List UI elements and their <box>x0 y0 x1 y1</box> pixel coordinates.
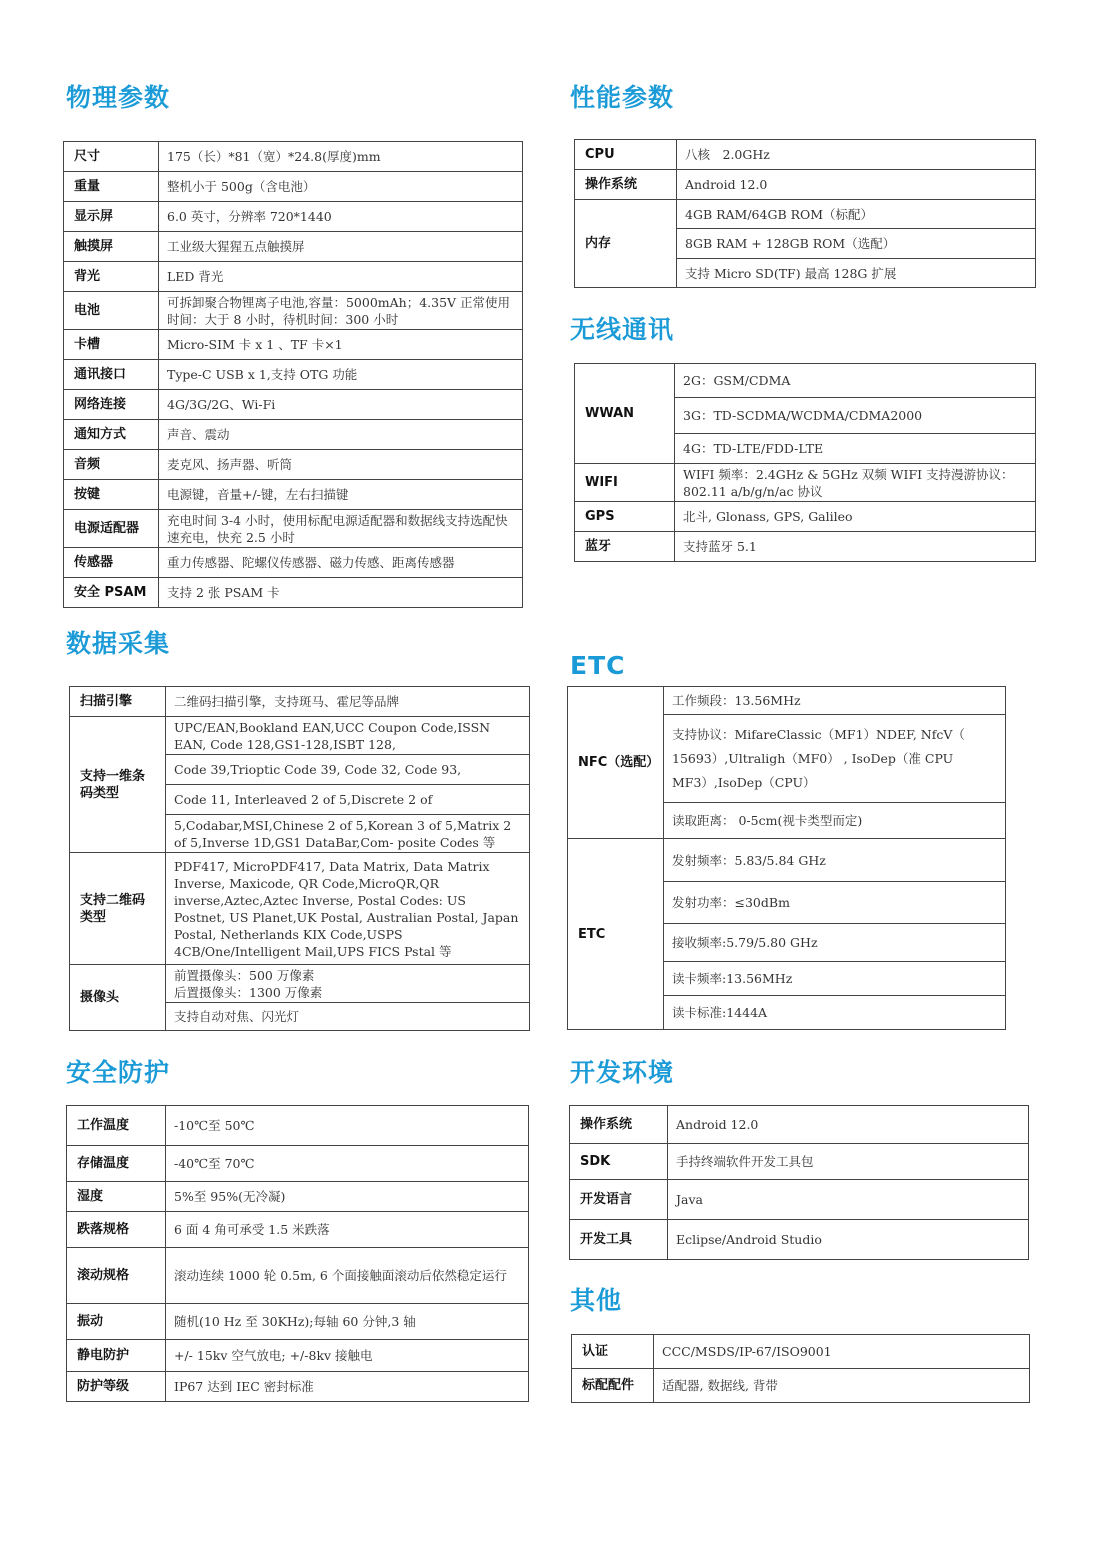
spec-row <box>64 262 523 292</box>
wireless-spec-table <box>574 363 1036 562</box>
spec-row <box>70 687 530 717</box>
spec-row <box>67 1106 529 1146</box>
spec-key: 背光 <box>64 262 159 292</box>
performance-spec-table <box>574 139 1036 288</box>
spec-value: WIFI 频率：2.4GHz & 5GHz 双频 WIFI 支持漫游协议：802.11 a/b/g/n/ac 协议 <box>675 464 1036 502</box>
section-title-etc: ETC <box>570 651 626 680</box>
spec-row <box>64 390 523 420</box>
spec-row <box>572 1369 1030 1403</box>
spec-value: 读卡标准:1444A <box>664 996 1006 1030</box>
spec-value: 重力传感器、陀螺仪传感器、磁力传感、距离传感器 <box>159 548 523 578</box>
spec-value: 3G：TD-SCDMA/WCDMA/CDMA2000 <box>675 398 1036 434</box>
spec-row <box>570 1180 1029 1220</box>
spec-key: 电源适配器 <box>64 510 159 548</box>
spec-value: 北斗, Glonass, GPS, Galileo <box>675 502 1036 532</box>
section-title-data-capture: 数据采集 <box>66 629 171 658</box>
spec-key: 扫描引擎 <box>70 687 166 717</box>
spec-row <box>64 578 523 608</box>
spec-row <box>64 450 523 480</box>
spec-key: 标配配件 <box>572 1369 654 1403</box>
section-title-dev: 开发环境 <box>570 1058 675 1087</box>
spec-row <box>64 142 523 172</box>
spec-row <box>575 532 1036 562</box>
spec-value: 八核 2.0GHz <box>677 140 1036 170</box>
camera-rear-text: 后置摄像头：1300 万像素 <box>174 984 323 1000</box>
spec-value: 电源键，音量+/-键，左右扫描键 <box>159 480 523 510</box>
spec-value: 发射功率：≤30dBm <box>664 882 1006 924</box>
spec-row <box>64 420 523 450</box>
spec-key: 开发语言 <box>570 1180 668 1220</box>
spec-row <box>64 548 523 578</box>
spec-value: Micro-SIM 卡 x 1 、TF 卡×1 <box>159 330 523 360</box>
spec-value: 6.0 英寸，分辨率 720*1440 <box>159 202 523 232</box>
spec-row <box>67 1212 529 1248</box>
spec-value: 手持终端软件开发工具包 <box>668 1144 1029 1180</box>
other-spec-table <box>571 1334 1030 1403</box>
spec-value: 4G/3G/2G、Wi-Fi <box>159 390 523 420</box>
spec-value: LED 背光 <box>159 262 523 292</box>
spec-key: 支持二维码类型 <box>70 853 166 965</box>
spec-value: 工作频段：13.56MHz <box>664 687 1006 715</box>
spec-value: 适配器, 数据线, 背带 <box>654 1369 1030 1403</box>
spec-row <box>67 1248 529 1304</box>
spec-value: Android 12.0 <box>668 1106 1029 1144</box>
spec-value: -40℃至 70℃ <box>166 1146 529 1182</box>
spec-value: 2G：GSM/CDMA <box>675 364 1036 398</box>
spec-row <box>575 502 1036 532</box>
spec-row <box>64 330 523 360</box>
spec-key: 内存 <box>575 200 677 288</box>
spec-key: 触摸屏 <box>64 232 159 262</box>
spec-row <box>67 1146 529 1182</box>
spec-key: 传感器 <box>64 548 159 578</box>
section-title-wireless: 无线通讯 <box>570 315 675 344</box>
spec-row <box>67 1340 529 1372</box>
spec-value: Type-C USB x 1,支持 OTG 功能 <box>159 360 523 390</box>
section-title-safety: 安全防护 <box>66 1058 171 1087</box>
spec-key: 卡槽 <box>64 330 159 360</box>
spec-value: +/- 15kv 空气放电; +/-8kv 接触电 <box>166 1340 529 1372</box>
spec-row <box>570 1220 1029 1260</box>
spec-value: Code 11, Interleaved 2 of 5,Discrete 2 of <box>166 785 530 815</box>
spec-row <box>70 965 530 1003</box>
spec-key: 工作温度 <box>67 1106 166 1146</box>
spec-key: 尺寸 <box>64 142 159 172</box>
spec-row <box>67 1182 529 1212</box>
data-capture-spec-table <box>69 686 530 1031</box>
spec-key: 蓝牙 <box>575 532 675 562</box>
spec-row <box>572 1335 1030 1369</box>
spec-row <box>575 464 1036 502</box>
spec-value: 整机小于 500g（含电池） <box>159 172 523 202</box>
spec-key: SDK <box>570 1144 668 1180</box>
spec-value: -10℃至 50℃ <box>166 1106 529 1146</box>
spec-key: 滚动规格 <box>67 1248 166 1304</box>
spec-value: 支持协议：MifareClassic（MF1）NDEF, NfcV（ 15693）,Ultraligh（MF0） , IsoDep（准 CPU MF3）,IsoDep（CPU） <box>664 715 1006 803</box>
spec-key: WWAN <box>575 364 675 464</box>
spec-row <box>64 292 523 330</box>
spec-value: 二维码扫描引擎，支持斑马、霍尼等品牌 <box>166 687 530 717</box>
spec-key: NFC（选配） <box>568 687 664 839</box>
spec-key: 按键 <box>64 480 159 510</box>
spec-key: 操作系统 <box>570 1106 668 1144</box>
spec-value: 随机(10 Hz 至 30KHz);每轴 60 分钟,3 轴 <box>166 1304 529 1340</box>
spec-key: WIFI <box>575 464 675 502</box>
camera-front-text: 前置摄像头：500 万像素 <box>174 967 315 983</box>
spec-value: CCC/MSDS/IP-67/ISO9001 <box>654 1335 1030 1369</box>
physical-spec-table <box>63 141 523 608</box>
spec-value: 充电时间 3-4 小时，使用标配电源适配器和数据线支持选配快速充电，快充 2.5 小时 <box>159 510 523 548</box>
spec-value: 麦克风、扬声器、听筒 <box>159 450 523 480</box>
spec-value: UPC/EAN,Bookland EAN,UCC Coupon Code,ISSN EAN, Code 128,GS1-128,ISBT 128, <box>166 717 530 755</box>
etc-spec-table <box>567 686 1006 1030</box>
spec-key: 操作系统 <box>575 170 677 200</box>
spec-value: 5,Codabar,MSI,Chinese 2 of 5,Korean 3 of 5,Matrix 2 of 5,Inverse 1D,GS1 DataBar,Com- posite Codes 等 <box>166 815 530 853</box>
spec-value: 发射频率：5.83/5.84 GHz <box>664 839 1006 882</box>
spec-row <box>70 853 530 965</box>
spec-value: 支持蓝牙 5.1 <box>675 532 1036 562</box>
spec-value: 支持 2 张 PSAM 卡 <box>159 578 523 608</box>
spec-value <box>166 965 530 1003</box>
spec-row <box>64 510 523 548</box>
spec-row <box>64 232 523 262</box>
spec-value: 4GB RAM/64GB ROM（标配） <box>677 200 1036 229</box>
spec-value: 可拆卸聚合物锂离子电池,容量：5000mAh；4.35V 正常使用时间：大于 8 小时，待机时间：300 小时 <box>159 292 523 330</box>
spec-value: 滚动连续 1000 轮 0.5m, 6 个面接触面滚动后依然稳定运行 <box>166 1248 529 1304</box>
section-title-other: 其他 <box>570 1286 623 1315</box>
spec-row <box>67 1372 529 1402</box>
spec-key: 认证 <box>572 1335 654 1369</box>
spec-key: 开发工具 <box>570 1220 668 1260</box>
spec-key: 振动 <box>67 1304 166 1340</box>
spec-value: 支持 Micro SD(TF) 最高 128G 扩展 <box>677 259 1036 288</box>
spec-key: 湿度 <box>67 1182 166 1212</box>
spec-value: Java <box>668 1180 1029 1220</box>
spec-row <box>64 480 523 510</box>
section-title-physical: 物理参数 <box>66 83 171 112</box>
spec-value: 5%至 95%(无冷凝) <box>166 1182 529 1212</box>
spec-key: ETC <box>568 839 664 1030</box>
spec-key: GPS <box>575 502 675 532</box>
spec-key: 摄像头 <box>70 965 166 1031</box>
spec-key: 存储温度 <box>67 1146 166 1182</box>
spec-value: Code 39,Trioptic Code 39, Code 32, Code 93, <box>166 755 530 785</box>
spec-value: PDF417, MicroPDF417, Data Matrix, Data Matrix Inverse, Maxicode, QR Code,MicroQR,QR inverse,Aztec,Aztec Inverse, Postal Codes: US Postnet, US Planet,UK Postal, Australian Postal, Japan Postal, Netherlands KIX Code,USPS 4CB/One/Intelligent Mail,UPS FICS Pstal 等 <box>166 853 530 965</box>
spec-value: 读卡频率:13.56MHz <box>664 962 1006 996</box>
spec-value: 8GB RAM + 128GB ROM（选配） <box>677 229 1036 259</box>
spec-value: IP67 达到 IEC 密封标准 <box>166 1372 529 1402</box>
spec-key: 重量 <box>64 172 159 202</box>
spec-key: 显示屏 <box>64 202 159 232</box>
spec-row <box>575 364 1036 398</box>
spec-row <box>575 170 1036 200</box>
spec-key: 支持一维条码类型 <box>70 717 166 853</box>
spec-value: 支持自动对焦、闪光灯 <box>166 1003 530 1031</box>
spec-key: 电池 <box>64 292 159 330</box>
spec-key: 网络连接 <box>64 390 159 420</box>
spec-key: 安全 PSAM <box>64 578 159 608</box>
spec-value: 读取距离： 0-5cm(视卡类型而定) <box>664 803 1006 839</box>
spec-row <box>568 839 1006 882</box>
spec-value: 接收频率:5.79/5.80 GHz <box>664 924 1006 962</box>
spec-value: 6 面 4 角可承受 1.5 米跌落 <box>166 1212 529 1248</box>
spec-row <box>64 202 523 232</box>
spec-key: 防护等级 <box>67 1372 166 1402</box>
spec-row <box>575 200 1036 229</box>
spec-row <box>575 140 1036 170</box>
spec-key: 静电防护 <box>67 1340 166 1372</box>
spec-row <box>64 360 523 390</box>
spec-key: 音频 <box>64 450 159 480</box>
dev-spec-table <box>569 1105 1029 1260</box>
spec-value: 175（长）*81（宽）*24.8(厚度)mm <box>159 142 523 172</box>
spec-value: Eclipse/Android Studio <box>668 1220 1029 1260</box>
spec-row <box>568 687 1006 715</box>
spec-row <box>570 1144 1029 1180</box>
spec-key: CPU <box>575 140 677 170</box>
spec-row <box>67 1304 529 1340</box>
spec-key: 通讯接口 <box>64 360 159 390</box>
spec-row <box>64 172 523 202</box>
spec-key: 跌落规格 <box>67 1212 166 1248</box>
section-title-performance: 性能参数 <box>570 83 675 112</box>
spec-row <box>70 717 530 755</box>
spec-value: Android 12.0 <box>677 170 1036 200</box>
spec-value: 工业级大猩猩五点触摸屏 <box>159 232 523 262</box>
spec-value: 4G：TD-LTE/FDD-LTE <box>675 434 1036 464</box>
safety-spec-table <box>66 1105 529 1402</box>
spec-key: 通知方式 <box>64 420 159 450</box>
spec-value: 声音、震动 <box>159 420 523 450</box>
spec-row <box>570 1106 1029 1144</box>
